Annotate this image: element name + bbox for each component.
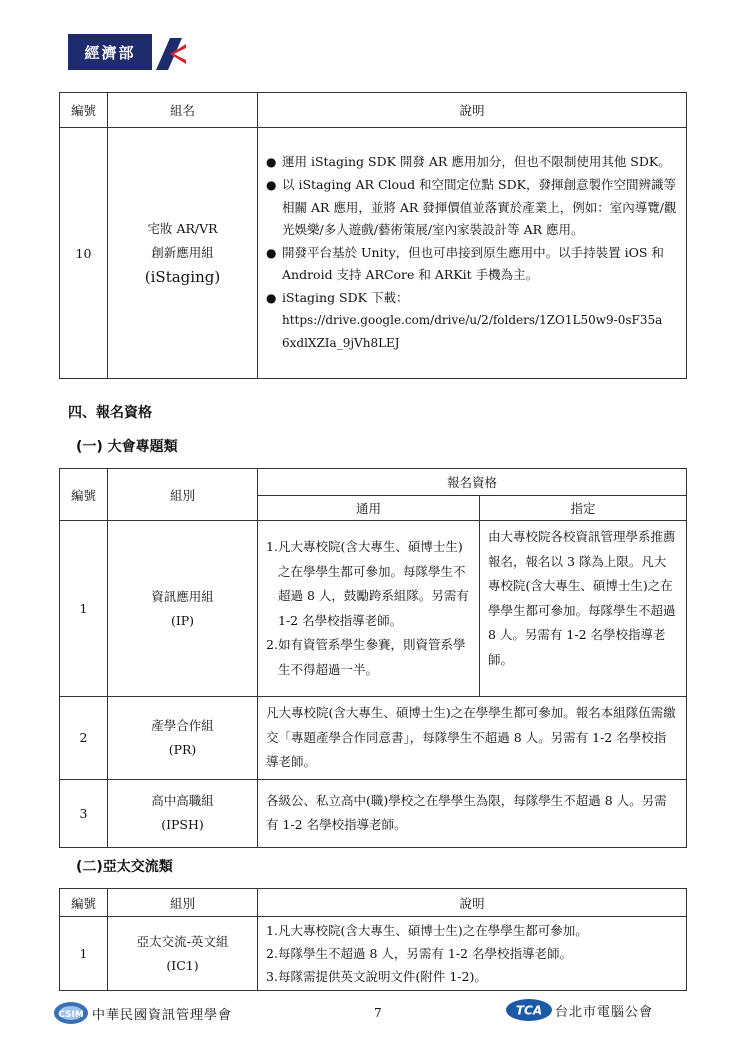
group-name bbox=[108, 128, 258, 379]
group-name-line2: (PR) bbox=[168, 741, 197, 757]
svg-text:TCA: TCA bbox=[515, 1003, 543, 1018]
moea-mark-icon bbox=[152, 34, 188, 70]
description-cell bbox=[258, 128, 687, 379]
tca-logo-icon bbox=[505, 998, 553, 1022]
header-no: 編號 bbox=[60, 93, 108, 128]
header-desc: 說明 bbox=[258, 889, 687, 917]
header-group: 組別 bbox=[108, 889, 258, 917]
table-row bbox=[60, 521, 687, 697]
group-name bbox=[108, 779, 258, 847]
header-desc: 說明 bbox=[258, 93, 687, 128]
description-cell bbox=[258, 917, 687, 991]
header-no: 編號 bbox=[60, 469, 108, 521]
bullet-icon: ● bbox=[266, 290, 277, 305]
bullet-icon: ● bbox=[266, 177, 277, 192]
description-text: 凡大專校院(含大專生、碩博士生)之在學學生都可參加。報名本組隊伍需繳交「專題產學合作同意書」，每隊學生不超過 8 人。另需有 1-2 名學校指導老師。 bbox=[266, 705, 676, 769]
row-no: 1 bbox=[60, 521, 108, 697]
specific-text: 由大專校院各校資訊管理學系推薦報名，報名以 3 隊為上限。凡大專校院(含大專生、碩博士生)之在學學生都可參加。每隊學生不超過 8 人。另需有 1-2 名學校指導老師。 bbox=[488, 529, 676, 667]
svg-text:CSIM: CSIM bbox=[58, 1010, 84, 1020]
bullet-item: ● 以 iStaging AR Cloud 和空間定位點 SDK，發揮創意製作空間辨識等相關 AR 應用，並將 AR 發揮價值並落實於產業上，例如：室內導覽/觀光娛樂/多人遊戲/藝術策展/室內家裝設計等 AR 應用。 bbox=[266, 174, 678, 242]
csim-logo-icon bbox=[52, 1000, 90, 1026]
description-text: 各級公、私立高中(職)學校之在學學生為限，每隊學生不超過 8 人。另需有 1-2 名學校指導老師。 bbox=[266, 792, 667, 832]
group-name bbox=[108, 917, 258, 991]
group-name bbox=[108, 521, 258, 697]
download-link-line2[interactable]: 6xdlXZIa_9jVh8LEJ bbox=[282, 336, 400, 351]
group-name-line3: (iStaging) bbox=[144, 268, 221, 286]
row-no: 3 bbox=[60, 779, 108, 847]
section-title: 四、報名資格 bbox=[68, 405, 152, 421]
table-row bbox=[60, 697, 687, 780]
group-name-line1: 產學合作組 bbox=[151, 717, 214, 733]
bullet-item: ● 開發平台基於 Unity，但也可串接到原生應用中。以手持裝置 iOS 和 Android 支持 ARCore 和 ARKit 手機為主。 bbox=[266, 242, 678, 287]
table-header-row bbox=[60, 889, 687, 917]
bullet-item: ● iStaging SDK 下載： bbox=[266, 287, 678, 310]
table-row bbox=[60, 917, 687, 991]
footer-left bbox=[52, 1000, 232, 1026]
group-name-line2: (IP) bbox=[170, 612, 195, 628]
download-link-line1[interactable]: https://drive.google.com/drive/u/2/folders/1ZO1L50w9-0sF35a bbox=[282, 313, 663, 328]
list-item: 2. 如有資管系學生參賽，則資管系學生不得超過一半。 bbox=[266, 637, 466, 677]
header-group: 組別 bbox=[108, 469, 258, 521]
header-specific: 指定 bbox=[480, 496, 687, 521]
bullet-item: ● 運用 iStaging SDK 開發 AR 應用加分，但也不限制使用其他 SDK。 bbox=[266, 151, 678, 174]
row-no: 1 bbox=[60, 917, 108, 991]
table-eligibility bbox=[59, 468, 687, 848]
header-qualification: 報名資格 bbox=[258, 469, 687, 496]
page-number: 7 bbox=[374, 1006, 382, 1020]
general-cell bbox=[258, 521, 480, 697]
description-cell bbox=[258, 779, 687, 847]
header-no: 編號 bbox=[60, 889, 108, 917]
table-row bbox=[60, 128, 687, 379]
group-name bbox=[108, 697, 258, 780]
bullet-icon: ● bbox=[266, 245, 277, 260]
group-name-line1: 宅妝 AR/VR bbox=[147, 221, 218, 236]
group-name-line2: (IPSH) bbox=[161, 817, 204, 832]
row-no: 10 bbox=[60, 128, 108, 379]
table-header-row bbox=[60, 469, 687, 496]
header-name: 組名 bbox=[108, 93, 258, 128]
group-name-line1: 高中高職組 bbox=[151, 793, 214, 808]
footer-right-text: 台北市電腦公會 bbox=[555, 1004, 654, 1020]
table-header-row bbox=[60, 93, 687, 128]
subsection-title-1: (一) 大會專題類 bbox=[76, 439, 178, 455]
group-name-line2: 創新應用組 bbox=[151, 245, 214, 260]
list-item: 1. 凡大專校院(含大專生、碩博士生)之在學學生都可參加。每隊學生不超過 8 人，鼓勵跨系組隊。另需有 1-2 名學校指導老師。 bbox=[266, 539, 469, 628]
list-item: 1. 凡大專校院(含大專生、碩博士生)之在學學生都可參加。 bbox=[266, 923, 588, 938]
list-item: 2. 每隊學生不超過 8 人，另需有 1-2 名學校指導老師。 bbox=[266, 946, 572, 961]
footer-right bbox=[505, 998, 653, 1022]
footer-left-text: 中華民國資訊管理學會 bbox=[92, 1007, 233, 1023]
group-name-line1: 亞太交流-英文組 bbox=[136, 933, 229, 949]
moea-logo bbox=[68, 34, 188, 70]
group-name-line2: (IC1) bbox=[166, 957, 199, 973]
description-cell bbox=[258, 697, 687, 780]
table-asia-pacific bbox=[59, 888, 687, 991]
header-general: 通用 bbox=[258, 496, 480, 521]
subsection-title-2: (二)亞太交流類 bbox=[76, 859, 173, 875]
table-row bbox=[60, 779, 687, 847]
group-name-line1: 資訊應用組 bbox=[151, 588, 214, 604]
table-ar-vr bbox=[59, 92, 687, 379]
logo-text: 經濟部 bbox=[68, 34, 152, 70]
specific-cell bbox=[480, 521, 687, 697]
list-item: 3. 每隊需提供英文說明文件(附件 1-2)。 bbox=[266, 969, 487, 984]
row-no: 2 bbox=[60, 697, 108, 780]
bullet-icon: ● bbox=[266, 155, 277, 170]
